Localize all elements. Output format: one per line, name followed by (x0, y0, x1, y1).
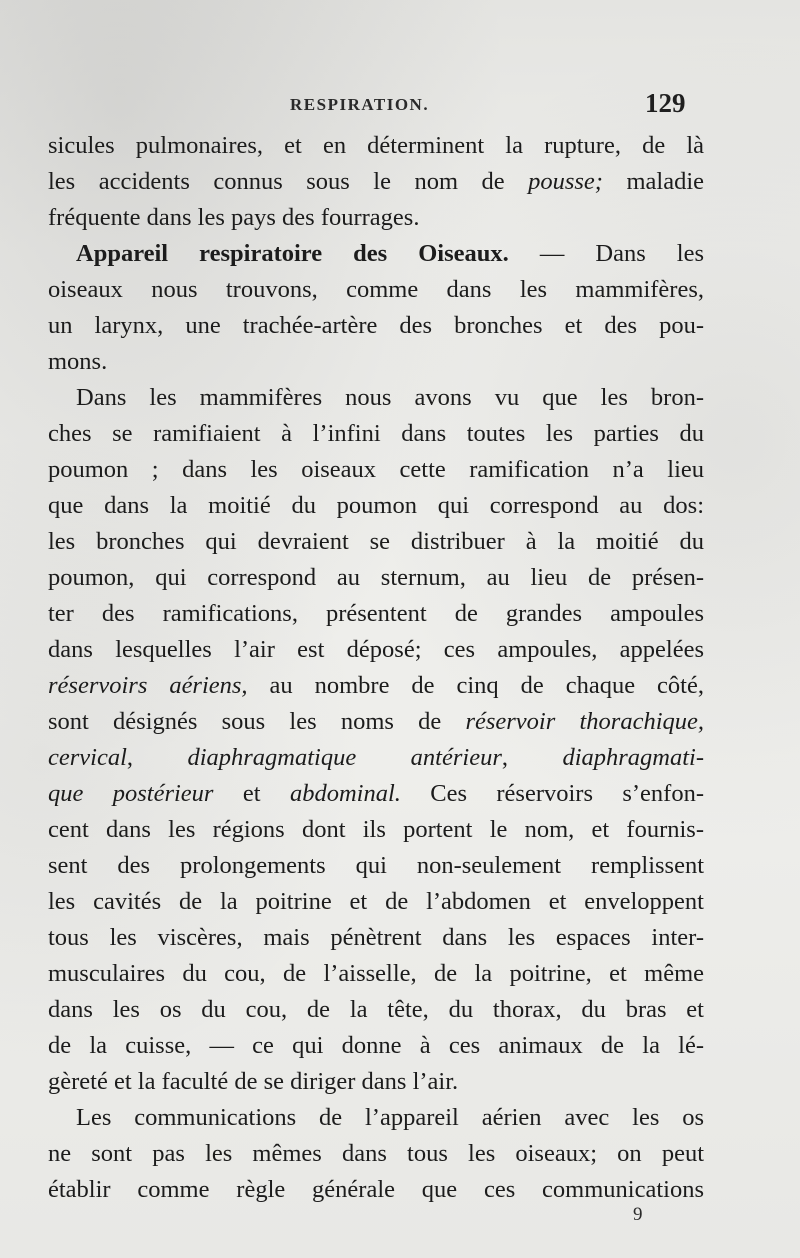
text-line (48, 1172, 704, 1208)
text-run: dans les os du cou, de la tête, du thorax, du bras et (48, 996, 704, 1023)
text-line (48, 452, 704, 488)
text-run: poumon ; dans les oiseaux cette ramification n’a lieu (48, 456, 704, 483)
text-line (48, 164, 704, 200)
italic-term: cervical (48, 744, 127, 771)
text-run: Dans les mammifères nous avons vu que les bron- (76, 384, 704, 411)
text-line (48, 740, 704, 776)
text-line (48, 344, 704, 380)
text-line (48, 236, 704, 272)
text-run: au nombre de cinq de chaque côté, (247, 672, 704, 699)
text-run: musculaires du cou, de l’aisselle, de la poitrine, et même (48, 960, 704, 987)
italic-term: pousse; (528, 168, 603, 195)
text-run: , (126, 744, 188, 771)
text-run: sont désignés sous les noms de (48, 708, 466, 735)
text-run: que dans la moitié du poumon qui correspond au dos: (48, 492, 704, 519)
text-line (48, 812, 704, 848)
text-run: tous les viscères, mais pénètrent dans les espaces inter- (48, 924, 704, 951)
text-run: maladie (602, 168, 704, 195)
text-line (48, 1028, 704, 1064)
text-line (48, 308, 704, 344)
text-line (48, 128, 704, 164)
text-run: les accidents connus sous le nom de (48, 168, 529, 195)
text-line (48, 560, 704, 596)
text-line (48, 380, 704, 416)
text-line (48, 1136, 704, 1172)
italic-term: abdominal. (289, 780, 401, 807)
text-run: , (501, 744, 563, 771)
text-line (48, 668, 704, 704)
text-run: ches se ramifiaient à l’infini dans toutes les parties du (48, 420, 704, 447)
text-run: ter des ramifications, présentent de grandes ampoules (48, 600, 704, 627)
italic-term: diaphragmatique antérieur (187, 744, 502, 771)
text-line (48, 416, 704, 452)
text-run: gèreté et la faculté de se diriger dans l’air. (48, 1068, 459, 1095)
text-line (48, 992, 704, 1028)
text-line (48, 956, 704, 992)
text-line (48, 596, 704, 632)
text-run: poumon, qui correspond au sternum, au lieu de présen- (48, 564, 704, 591)
text-line (48, 488, 704, 524)
page-number: 129 (645, 88, 686, 118)
text-run: Ces réservoirs s’enfon- (400, 780, 705, 807)
text-run: sicules pulmonaires, et en déterminent la rupture, de là (48, 132, 704, 159)
text-line (48, 200, 704, 236)
text-run: et (213, 780, 290, 807)
text-line (48, 776, 704, 812)
text-line (48, 272, 704, 308)
text-line (48, 884, 704, 920)
text-line (48, 704, 704, 740)
italic-term: réservoirs aériens, (48, 672, 248, 699)
text-run: ne sont pas les mêmes dans tous les oiseaux; on peut (48, 1140, 704, 1167)
text-line (48, 1100, 704, 1136)
text-run: de la cuisse, — ce qui donne à ces animaux de la lé- (48, 1032, 704, 1059)
text-line (48, 632, 704, 668)
text-run: oiseaux nous trouvons, comme dans les mammifères, (48, 276, 704, 303)
text-line (48, 848, 704, 884)
text-run: les cavités de la poitrine et de l’abdomen et enveloppent (48, 888, 704, 915)
body-text (48, 128, 704, 1208)
text-run: sent des prolongements qui non-seulement remplissent (48, 852, 704, 879)
text-run: les bronches qui devraient se distribuer à la moitié du (48, 528, 704, 555)
italic-term: réservoir thorachique, (465, 708, 704, 735)
section-heading: Appareil respiratoire des Oiseaux. (76, 240, 509, 267)
running-head: RESPIRATION. (290, 95, 430, 114)
italic-term: diaphragmati- (562, 744, 704, 771)
text-line (48, 1064, 704, 1100)
text-run: mons. (48, 348, 108, 375)
italic-term: que postérieur (48, 780, 214, 807)
text-run: fréquente dans les pays des fourrages. (48, 204, 420, 231)
text-run: un larynx, une trachée-artère des bronches et des pou- (48, 312, 704, 339)
text-run: cent dans les régions dont ils portent le nom, et fournis- (48, 816, 704, 843)
text-run: dans lesquelles l’air est déposé; ces ampoules, appelées (48, 636, 704, 663)
signature-mark: 9 (633, 1204, 643, 1225)
text-run: — Dans les (508, 240, 704, 267)
text-line (48, 920, 704, 956)
text-run: établir comme règle générale que ces communications (48, 1176, 704, 1203)
text-line (48, 524, 704, 560)
text-run: Les communications de l’appareil aérien avec les os (76, 1104, 704, 1131)
